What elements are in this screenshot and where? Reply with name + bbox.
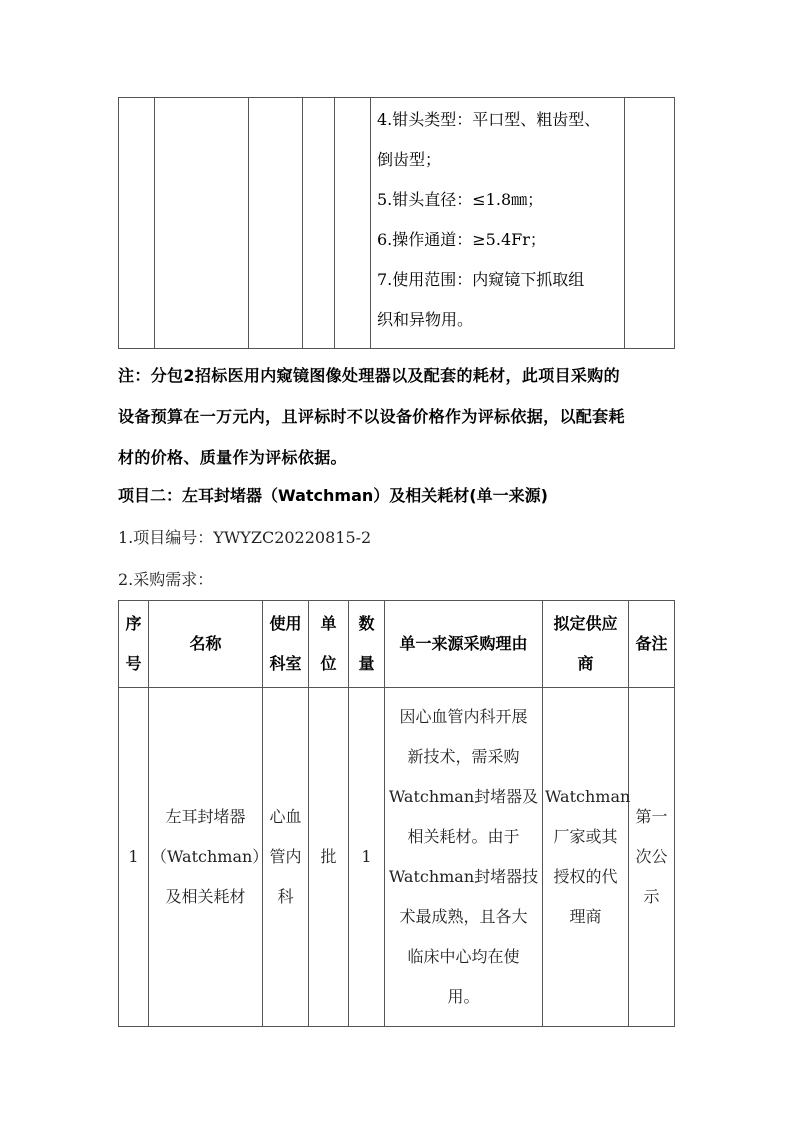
table-cell (119, 98, 155, 349)
table-cell (335, 98, 371, 349)
spec-line: 7.使用范围：内窥镜下抓取组 (377, 270, 585, 289)
header-supplier: 拟定供应 商 (543, 601, 629, 688)
cell-reason: 因心血管内科开展 新技术，需采购 Watchman封堵器及 相关耗材。由于 Watchman封堵器技 术最成熟，且各大 临床中心均在使 用。 (385, 688, 543, 1027)
header-unit: 单 位 (309, 601, 349, 688)
header-dept: 使用 科室 (263, 601, 309, 688)
cell-seq: 1 (119, 688, 149, 1027)
procurement-requirement-label: 2.采购需求： (118, 570, 214, 589)
header-name: 名称 (149, 601, 263, 688)
spec-line: 5.钳头直径：≤1.8㎜； (377, 190, 544, 209)
cell-qty: 1 (349, 688, 385, 1027)
spec-line: 6.操作通道：≥5.4Fr； (377, 230, 546, 249)
header-remark: 备注 (629, 601, 675, 688)
spec-description-cell (371, 98, 625, 349)
header-seq: 序 号 (119, 601, 149, 688)
cell-name: 左耳封堵器 （Watchman） 及相关耗材 (149, 688, 263, 1027)
header-qty: 数 量 (349, 601, 385, 688)
cell-remark: 第一 次公 示 (629, 688, 675, 1027)
cell-dept: 心血 管内 科 (263, 688, 309, 1027)
spec-table-continued (118, 97, 675, 349)
note-line: 注：分包2招标医用内窥镜图像处理器以及配套的耗材，此项目采购的 (118, 366, 620, 385)
spec-line: 倒齿型； (377, 150, 442, 169)
table-row (119, 98, 675, 349)
budget-note (118, 355, 678, 478)
table-cell (249, 98, 303, 349)
project-number: 1.项目编号：YWYZC20220815-2 (118, 528, 372, 547)
note-line: 材的价格、质量作为评标依据。 (118, 448, 347, 467)
spec-line: 4.钳头类型：平口型、粗齿型、 (377, 110, 601, 129)
cell-supplier: Watchman 厂家或其 授权的代 理商 (543, 688, 629, 1027)
project-two-heading: 项目二：左耳封堵器（Watchman）及相关耗材(单一来源) (118, 486, 548, 505)
table-row (119, 688, 675, 1027)
table-cell (155, 98, 249, 349)
cell-unit: 批 (309, 688, 349, 1027)
table-cell (303, 98, 335, 349)
table-header-row (119, 601, 675, 688)
spec-line: 织和异物用。 (377, 310, 474, 329)
procurement-table (118, 600, 675, 1027)
header-reason: 单一来源采购理由 (385, 601, 543, 688)
note-line: 设备预算在一万元内，且评标时不以设备价格作为评标依据，以配套耗 (118, 407, 625, 426)
table-cell (625, 98, 675, 349)
